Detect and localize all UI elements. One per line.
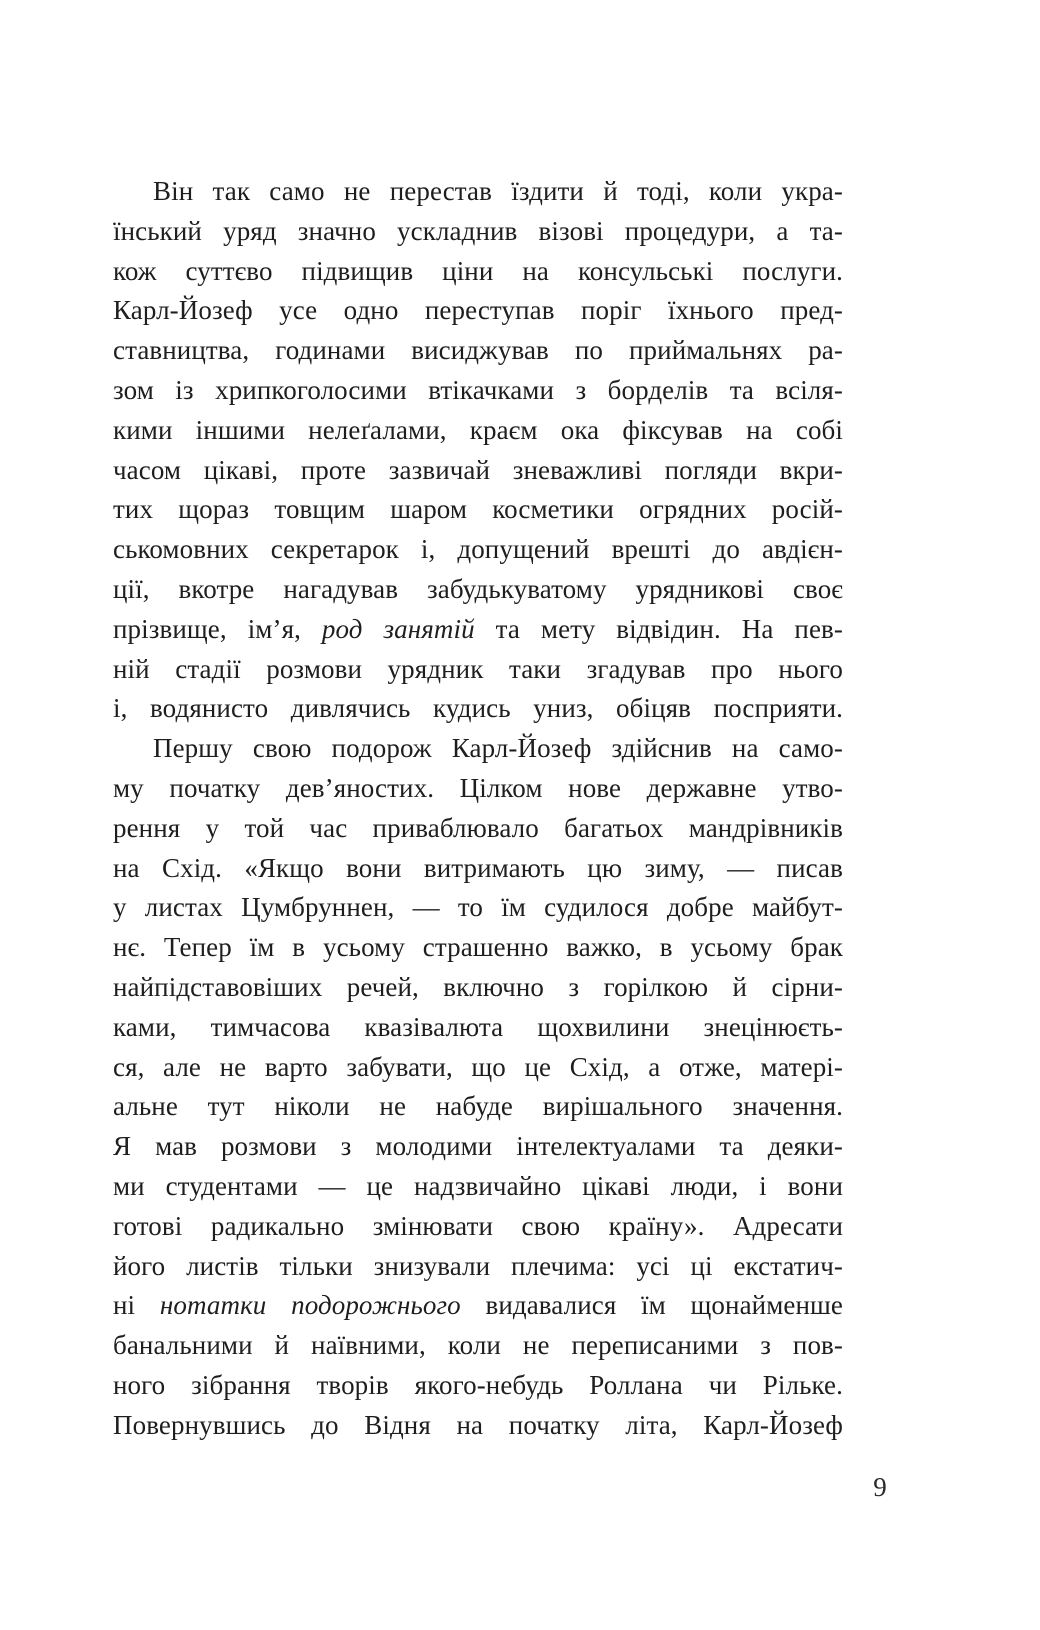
text-segment: тих щораз товщим шаром косметики огрядних росій- [113, 494, 843, 525]
text-line [113, 610, 843, 650]
text-line [113, 172, 843, 212]
text-segment: готові радикально змінювати свою країну». Адресати [113, 1210, 843, 1241]
text-line [113, 1366, 843, 1406]
text-segment: кими іншими нелеґалами, краєм ока фіксував на собі [113, 414, 843, 445]
text-segment: та мету відвідин. На пев- [474, 613, 843, 644]
text-segment: ній стадії розмови урядник таки згадував про нього [113, 653, 843, 684]
text-segment: ся, але не варто забувати, що це Схід, а отже, матері- [113, 1051, 843, 1082]
text-segment: ставництва, годинами висиджував по приймальнях ра- [113, 335, 843, 366]
text-segment: банальними й наївними, коли не переписаними з пов- [113, 1330, 843, 1361]
text-segment: Повернувшись до Відня на початку літа, Карл-Йозеф [113, 1409, 843, 1440]
text-segment: рення у той час приваблювало багатьох мандрівників [113, 812, 843, 843]
text-line [113, 1008, 843, 1048]
text-line [113, 212, 843, 252]
text-line [113, 490, 843, 530]
text-segment: ськомовних секретарок і, допущений врешті до авдієн- [113, 534, 843, 565]
text-segment: кож суттєво підвищив ціни на консульські послуги. [113, 255, 843, 286]
text-segment: Першу свою подорож Карл-Йозеф здійснив на само- [153, 733, 843, 764]
text-line [113, 849, 843, 889]
text-line [113, 451, 843, 491]
text-segment: ції, вкотре нагадував забудькуватому урядникові своє [113, 573, 843, 604]
text-line [113, 291, 843, 331]
text-line [113, 650, 843, 690]
text-line [113, 1167, 843, 1207]
text-line [113, 769, 843, 809]
text-line [113, 689, 843, 729]
text-segment: найпідставовіших речей, включно з горілкою й сірни- [113, 971, 843, 1002]
paragraph [113, 172, 843, 729]
text-line [113, 968, 843, 1008]
text-block [113, 172, 843, 1446]
text-line [113, 1087, 843, 1127]
text-line [113, 888, 843, 928]
text-line [113, 411, 843, 451]
text-line [113, 1326, 843, 1366]
text-line [113, 1207, 843, 1247]
text-segment: часом цікаві, проте зазвичай зневажливі погляди вкри- [113, 454, 843, 485]
text-segment: у листах Цумбруннен, — то їм судилося добре майбут- [113, 892, 843, 923]
text-segment: Карл-Йозеф усе одно переступав поріг їхнього пред- [113, 295, 843, 326]
text-line [113, 371, 843, 411]
text-segment: му початку дев’яностих. Цілком нове державне утво- [113, 772, 843, 803]
text-segment: Я мав розмови з молодими інтелектуалами та деяки- [113, 1131, 843, 1162]
text-line [113, 1048, 843, 1088]
text-line [113, 928, 843, 968]
text-line [113, 1406, 843, 1446]
text-line [113, 809, 843, 849]
text-segment: видавалися їм щонайменше [460, 1290, 843, 1321]
text-segment: Він так само не перестав їздити й тоді, коли укра- [153, 176, 843, 206]
paragraph [113, 729, 843, 1445]
text-segment: його листів тільки знизували плечима: усі ці екстатич- [113, 1250, 843, 1281]
text-segment: нє. Тепер їм в усьому страшенно важко, в усьому брак [113, 932, 843, 963]
text-segment: їнський уряд значно ускладнив візові процедури, а та- [113, 215, 843, 246]
italic-phrase: род занятій [321, 613, 475, 644]
text-segment: прізвище, ім’я, [113, 613, 322, 644]
text-segment: ного зібрання творів якого-небудь Роллана чи Рільке. [113, 1369, 843, 1400]
text-segment: зом із хрипкоголосими втікачками з борделів та всіля- [113, 374, 843, 405]
text-line [113, 1247, 843, 1287]
text-segment: ми студентами — це надзвичайно цікаві люди, і вони [113, 1170, 843, 1201]
text-line [113, 1127, 843, 1167]
text-line [113, 331, 843, 371]
text-line [113, 1286, 843, 1326]
text-segment: ками, тимчасова квазівалюта щохвилини знецінюєть- [113, 1011, 843, 1042]
text-segment: ні [113, 1290, 160, 1321]
text-segment: на Схід. «Якщо вони витримають цю зиму, — писав [113, 852, 843, 883]
text-line [113, 570, 843, 610]
italic-phrase: нотатки подорожнього [159, 1290, 461, 1321]
text-segment: альне тут ніколи не набуде вирішального значення. [113, 1091, 843, 1122]
page-number: 9 [873, 1472, 887, 1502]
text-segment: і, водянисто дивлячись кудись униз, обіцяв посприяти. [113, 693, 843, 724]
text-line [113, 530, 843, 570]
text-line [113, 252, 843, 292]
text-line [113, 729, 843, 769]
